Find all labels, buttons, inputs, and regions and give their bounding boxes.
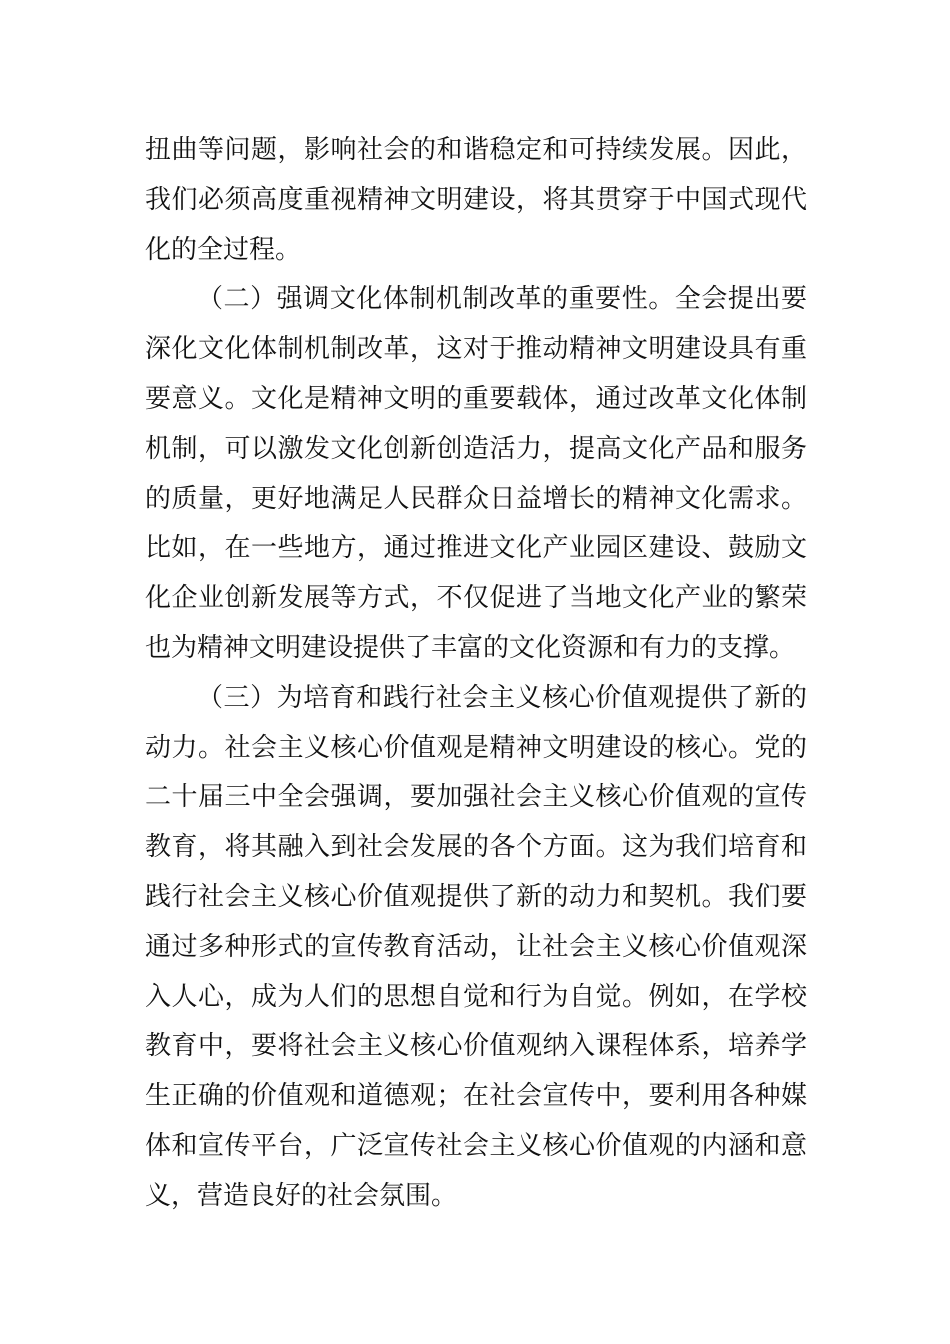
body-text [145,126,807,1222]
paragraph-section-two: （二）强调文化体制机制改革的重要性。全会提出要深化文化体制机制改革，这对于推动精神文明建设具有重要意义。文化是精神文明的重要载体，通过改革文化体制机制，可以激发文化创新创造活力，提高文化产品和服务的质量，更好地满足人民群众日益增长的精神文化需求。比如，在一些地方，通过推进文化产业园区建设、鼓励文化企业创新发展等方式，不仅促进了当地文化产业的繁荣也为精神文明建设提供了丰富的文化资源和有力的支撑。 [145,284,807,663]
paragraph-section-three: （三）为培育和践行社会主义核心价值观提供了新的动力。社会主义核心价值观是精神文明建设的核心。党的二十届三中全会强调，要加强社会主义核心价值观的宣传教育，将其融入到社会发展的各个方面。这为我们培育和践行社会主义核心价值观提供了新的动力和契机。我们要通过多种形式的宣传教育活动，让社会主义核心价值观深入人心，成为人们的思想自觉和行为自觉。例如，在学校教育中，要将社会主义核心价值观纳入课程体系，培养学生正确的价值观和道德观；在社会宣传中，要利用各种媒体和宣传平台，广泛宣传社会主义核心价值观的内涵和意义，营造良好的社会氛围。 [145,682,807,1211]
paragraph-continued: 扭曲等问题，影响社会的和谐稳定和可持续发展。因此，我们必须高度重视精神文明建设，将其贯穿于中国式现代化的全过程。 [145,135,807,265]
